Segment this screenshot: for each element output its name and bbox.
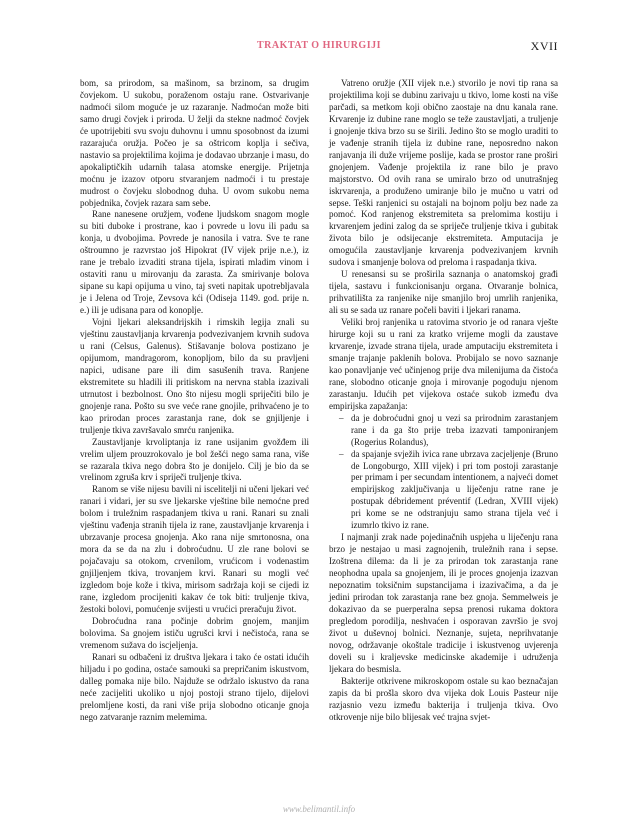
left-column	[80, 78, 309, 723]
paragraph: I najmanji zrak nade pojedinačnih uspjeha u liječenju rana brzo je nestajao u masi zagnojenih, truležnih rana i sepse. Izoštrena dilema: da li je za prirodan tok zarastanja rane neophodna upala sa gnojenjem, ili je proces gnojenja izazvan nepoznatim toksičnim supstancijama i izazivačima, a da je jedini prirodan tok zarastanja rane bez gnoja. Semmelweis je dokazivao da se puerperalna sepsa prenosi rukama doktora pregledom porodilja, neshvaćen i osporavan završio je svoj život u duševnoj bolnici. Neznanje, sujeta, neprihvatanje novog, održavanje okoštale tradicije i iskustvenog uvjerenja doveli su i kraljevske medicinske akademije i udruženja ljekara do besmisla.	[329, 532, 558, 674]
paragraph: Dobroćudna rana počinje dobrim gnojem, manjim bolovima. Sa gnojem ističu ugrušci krvi i nečistoća, rana se vremenom sužava do iscjeljenja.	[80, 615, 309, 650]
footer-watermark: www.belimantil.info	[282, 804, 356, 814]
running-title: TRAKTAT O HIRURGIJI	[257, 40, 381, 51]
paragraph: Rane nanesene oružjem, vođene ljudskom snagom mogle su biti duboke i prostrane, kao i povrede u lovu ili padu sa konja, u dvobojima. Povrede je nanosila i vatra. Sve te rane oštroumno je razvrstao još Hipokrat (IV vijek prije n.e.), iz rane je trebalo izvaditi strana tijela, ispirati mladim vinom i ostaviti ranu u mirovanju da zarasta. Za smirivanje bolova sipane su kapi opijuma u vino, taj sveti napitak upotrebljavala je i Jelena od Troje, Zevsova kći (Odiseja 1149. god. prije n. e.) ili je udisana para od konoplje.	[80, 209, 309, 316]
paragraph: Bakterije otkrivene mikroskopom ostale su kao beznačajan zapis da bi prošla skoro dva vijeka dok Louis Pasteur nije razjasnio vezu između bakterija i truljenja tkiva. Ovo otkrovenje nije bilo blijesak već trajna svjet-	[329, 675, 558, 722]
list-item-text: da spajanje svježih ivica rane ubrzava zacjeljenje (Bruno de Longoburgo, XIII vijek) i pri tom postoji zarastanje per primam i per secundam intentionem, a najveći domet empirijskog zaključivanja u liječenju ratne rane je postupak débridement préventif (Ledran, XVIII vijek) pri kome se ne odstranjuju samo strana tijela već i izumrlo tkivo iz rane.	[351, 448, 558, 531]
running-header	[80, 40, 558, 60]
paragraph: Vojni ljekari aleksandrijskih i rimskih legija znali su vještinu zaustavljanja krvarenja podvezivanjem krvnih sudova u rani (Celsus, Galenus). Stišavanje bolova postizano je opijumom, mandragorom, konopljom, bilo da su pravljeni napici, udisane pare ili dim sasušenih trava. Ranjene ekstremitete su hladili ili pritiskom na nervna stabla izazivali utrnutost i bezbolnost. Ono što nijesu mogli spriječiti bilo je gnojenje rana. Pošto su sve veće rane gnojile, prihvaćeno je to kao prirodan proces zarastanja rane, dok se gnjiljenje i truljenje tkiva završavalo smrću ranjenika.	[80, 317, 309, 435]
list-item: – da spajanje svježih ivica rane ubrzava zacjeljenje (Bruno de Longoburgo, XIII vijek) i pri tom postoji zarastanje per primam i per secundam intentionem, a najveći domet empirijskog zaključivanja u liječenju ratne rane je postupak débridement préventif (Ledran, XVIII vijek) pri kome se ne odstranjuju samo strana tijela već i izumrlo tkivo iz rane.	[339, 448, 558, 531]
observation-list	[329, 413, 558, 533]
paragraph: bom, sa prirodom, sa mašinom, sa brzinom, sa drugim čovjekom. U sukobu, poraženom ostaju rane. Ostvarivanje nadmoći silom moguće je uz razaranje. Nadmoćan može biti samo drugi čovjek i priroda. U želji da stekne nadmoć čovjek će upotrijebiti svu svoju duhovnu i umnu sposobnost da izumi razarajuća oružja. Počeo je sa oštricom koplja i sečiva, nastavio sa projektilima kojima je dodavao ubrzanje i masu, do apokaliptičkih udarnih talasa atomske energije. Prijetnja moćnu je izazov otporu stvaranjem nadmoći i tu prestaje mudrost o čovjeku slobodnog duha. U ovom sukobu nema pobjednika, čovjek razara sam sebe.	[80, 78, 309, 208]
list-item-text: da je dobroćudni gnoj u vezi sa prirodnim zarastanjem rane i da ga što prije treba izazvati tamponiranjem (Rogerius Rolandus),	[351, 412, 558, 447]
page-number: XVII	[530, 39, 558, 53]
paragraph: Vatreno oružje (XII vijek n.e.) stvorilo je novi tip rana sa projektilima koji se dubinu zarivaju u tkivo, lome kosti na više parčadi, sa metkom koji obično zaostaje na dnu kanala rane. Krvarenje iz dubine rane moglo se teže zaustavljati, a truljenje i gnojenje tkiva brzo su se širili. Jedino što se moglo uraditi to je vađenje stranih tijela iz dubine rane, neposredno nakon ranjavanja ili duže vrijeme poslije, kada se prostor rane proširi gnojenjem. Vađenje projektila iz rane bilo je pravo majstorstvo. Od ovih rana se umiralo brzo od unutrašnjeg iskrvarenja, a produženo umiranje bilo je mučno u vatri od sepse. Teški ranjenici su ostajali na bojnom polju bez nade za pomoć. Kod ranjenog ekstremiteta sa prelomima kostiju i krvarenjem jedini zalog da se spriječe truljenje tkiva i gubitak života bilo je odsijecanje ekstremiteta. Amputacija je omogućila zaustavljanje krvarenja podvezivanjem krvnih sudova i smanjenje bolova od preloma i raspadanja tkiva.	[329, 78, 558, 268]
list-item: – da je dobroćudni gnoj u vezi sa prirodnim zarastanjem rane i da ga što prije treba izazvati tamponiranjem (Rogerius Rolandus),	[339, 412, 558, 447]
paragraph: Veliki broj ranjenika u ratovima stvorio je od ranara vješte hirurge koji su u rani za kratko vrijeme mogli da zaustave krvarenje, izvade strana tijela, urade amputaciju ekstremiteta i smanje trajanje paklenih bolova. Probijalo se novo saznanje kao ponavljanje već učinjenog prije dva milenijuma da čistoća rane, slobodno oticanje gnoja i mirovanje pogoduju njenom zarastanju. Idućih pet vijekova ostaće sukob između dva empirijska zapažanja:	[329, 317, 558, 411]
paragraph: Zaustavljanje krvoliptanja iz rane usijanim gvožđem ili vrelim uljem prouzrokovalo je bol žešći nego sama rana, više se razarala tkiva nego dobra što je donijelo. Cilj je bio da se vrelinom zgruša krv i spriječi truljenje tkiva.	[80, 436, 309, 483]
paragraph: Ranom se više nijesu bavili ni iscelitelji ni učeni ljekari već ranari i vidari, jer su sve ljekarske vještine bile nemoćne pred bolom i truležnim raspadanjem tkiva u rani. Ranari su znali vještinu vađenja stranih tijela iz rane, zaustavljanje krvarenja i ubrzavanje procesa gnojenja. Ako rana nije smrtonosna, ona mora da se da na zlu i dobroćudnu. U zle rane bolovi se pojačavaju sa otokom, crvenilom, vrućicom i vodenastim gnjiljenjem tkiva, trovanjem krvi. Ranari su mogli već izgledom boje kože i tkiva, mirisom sadržaja koji se cijedi iz rane, izgledom procijeniti kakav će tok biti: truljenje tkiva, žestoki bolovi, pomućenje svijesti u vrućici preračuju život.	[80, 484, 309, 614]
right-column	[329, 78, 558, 723]
paragraph: Ranari su odbačeni iz društva ljekara i tako će ostati idućih hiljadu i po godina, ostaće samouki sa prepričanim iskustvom, dalleg pomaka nije bilo. Najduže se održalo iskustvo da rana neće zacijeliti ukoliko u njoj postoji strano tijelo, dijelovi prelomljene kosti, da rani više prija slobodno oticanje gnoja nego zatvaranje raznim melemima.	[80, 651, 309, 722]
paragraph: U renesansi su se proširila saznanja o anatomskoj građi tijela, sastavu i funkcionisanju organa. Otvaranje bolnica, prihvatilišta za ranjenike nije smanjilo broj umrlih ranjenika, ali su se sada uz ranare počeli baviti i ljekari ranama.	[329, 269, 558, 316]
